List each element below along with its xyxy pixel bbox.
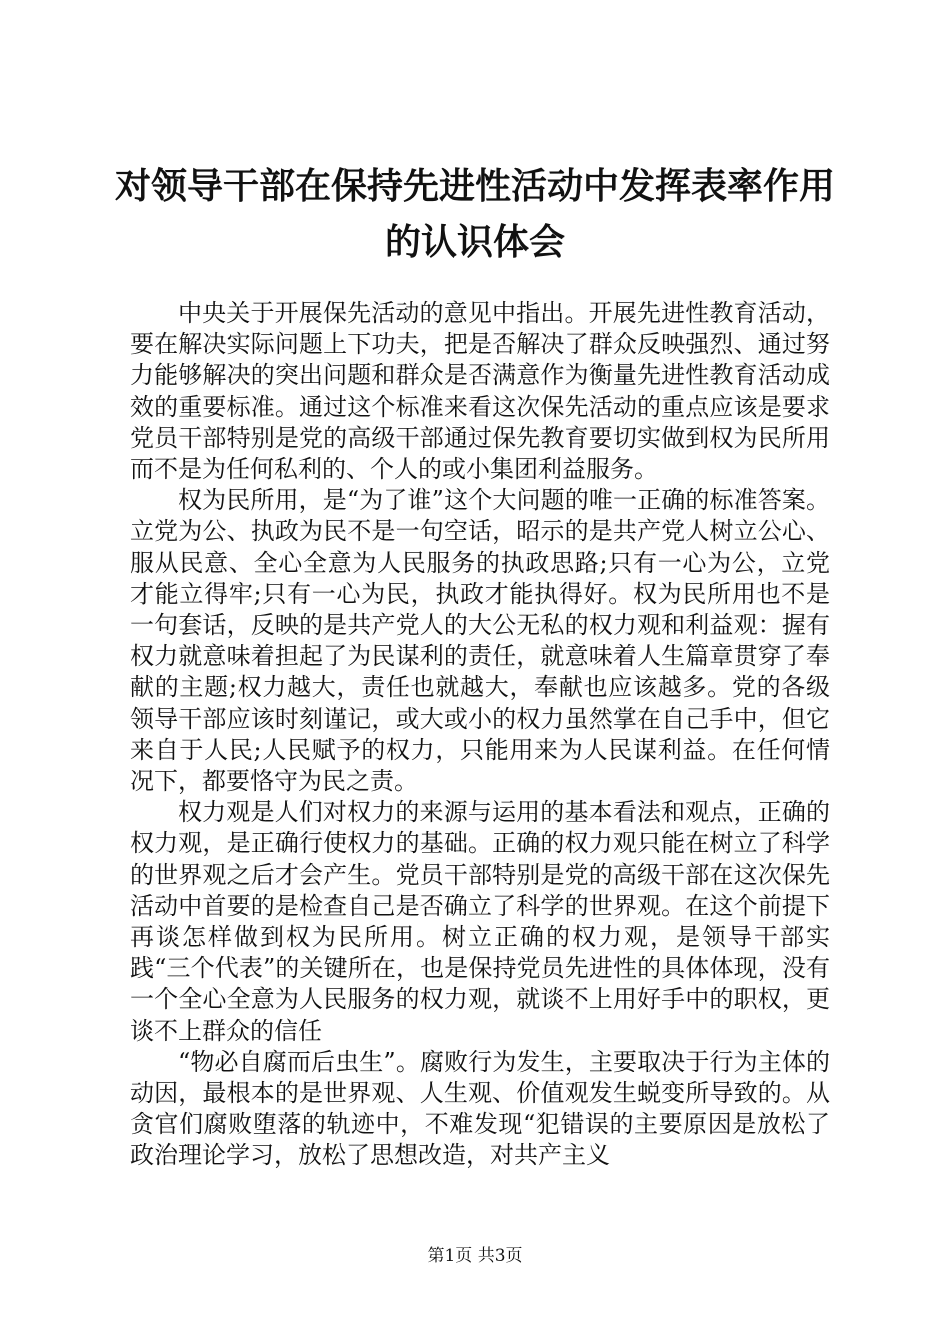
paragraph-1: 中央关于开展保先活动的意见中指出。开展先进性教育活动，要在解决实际问题上下功夫，把是否解决了群众反映强烈、通过努力能够解决的突出问题和群众是否满意作为衡量先进性教育活动成效的重要标准。通过这个标准来看这次保先活动的重点应该是要求党员干部特别是党的高级干部通过保先教育要切实做到权为民所用而不是为任何私利的、个人的或小集团利益服务。 <box>130 299 830 484</box>
document-body <box>130 298 830 1172</box>
paragraph-2: 权为民所用，是“为了谁”这个大问题的唯一正确的标准答案。立党为公、执政为民不是一句空话，昭示的是共产党人树立公心、服从民意、全心全意为人民服务的执政思路;只有一心为公，立党才能立得牢;只有一心为民，执政才能执得好。权为民所用也不是一句套话，反映的是共产党人的大公无私的权力观和利益观：握有权力就意味着担起了为民谋利的责任，就意味着人生篇章贯穿了奉献的主题;权力越大，责任也就越大，奉献也应该越多。党的各级领导干部应该时刻谨记，或大或小的权力虽然掌在自己手中，但它来自于人民;人民赋予的权力，只能用来为人民谋利益。在任何情况下，都要恪守为民之责。 <box>130 486 830 796</box>
title-line-1: 对领导干部在保持先进性活动中发挥表率作用 <box>114 165 835 207</box>
paragraph-4: “物必自腐而后虫生”。腐败行为发生，主要取决于行为主体的动因，最根本的是世界观、人生观、价值观发生蜕变所导致的。从贪官们腐败堕落的轨迹中，不难发现“犯错误的主要原因是放松了政治理论学习，放松了思想改造，对共产主义 <box>130 1047 830 1170</box>
document-title <box>100 158 850 270</box>
paragraph-3: 权力观是人们对权力的来源与运用的基本看法和观点，正确的权力观，是正确行使权力的基础。正确的权力观只能在树立了科学的世界观之后才会产生。党员干部特别是党的高级干部在这次保先活动中首要的是检查自己是否确立了科学的世界观。在这个前提下再谈怎样做到权为民所用。树立正确的权力观，是领导干部实践“三个代表”的关键所在，也是保持党员先进性的具体体现，没有一个全心全意为人民服务的权力观，就谈不上用好手中的职权，更谈不上群众的信任 <box>130 798 830 1045</box>
page-number-footer: 第1页 共3页 <box>427 1246 523 1266</box>
title-line-2: 的认识体会 <box>384 221 565 263</box>
